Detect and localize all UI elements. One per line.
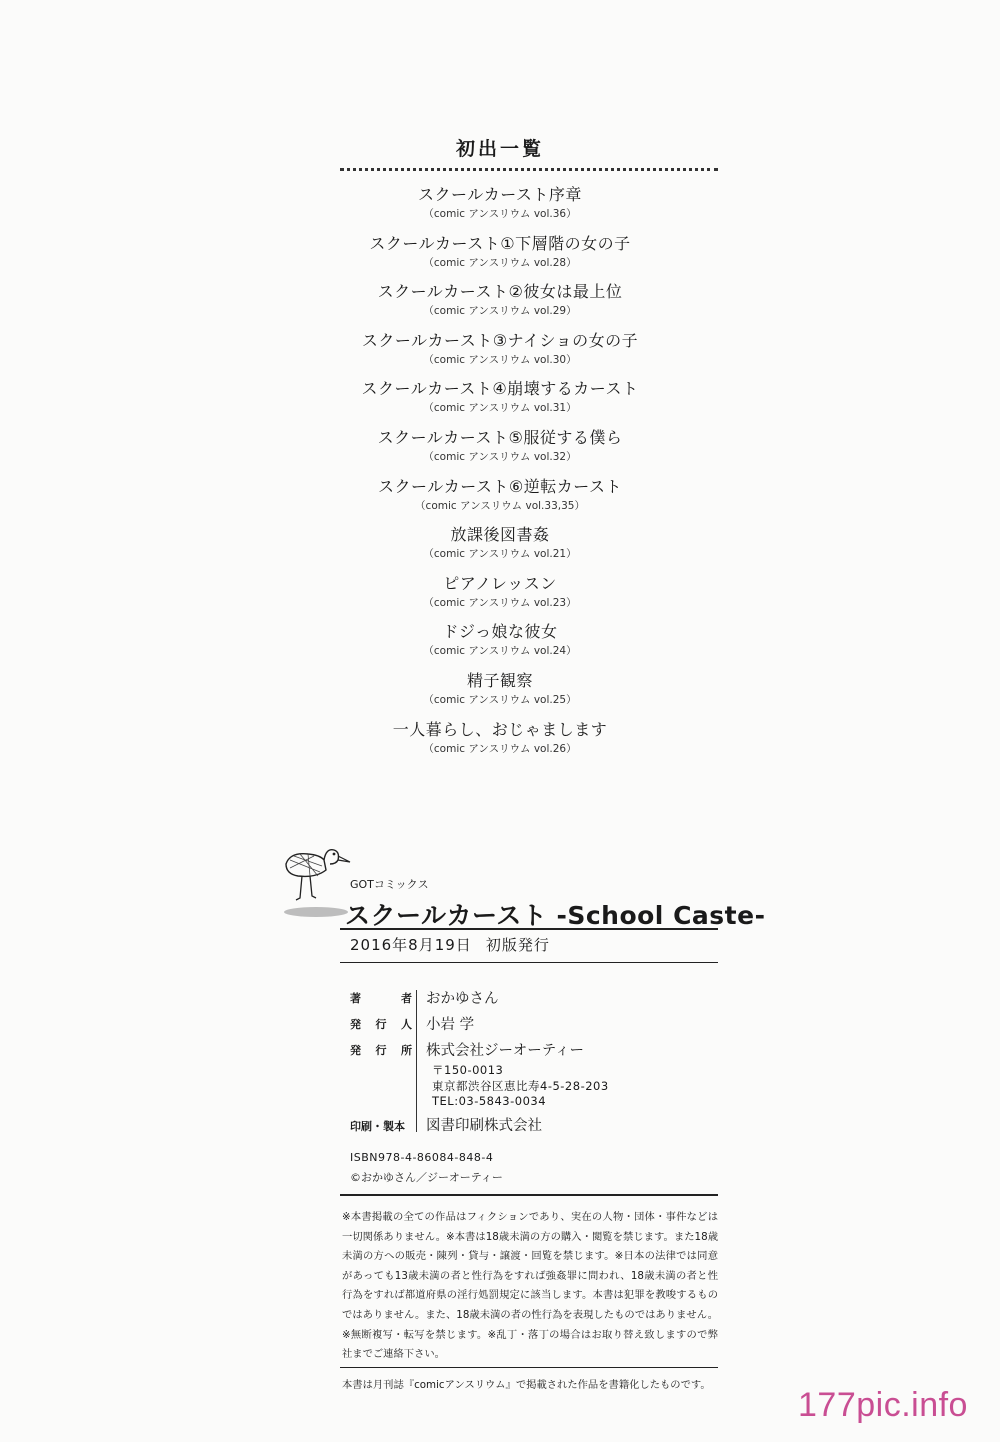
telephone: TEL:03-5843-0034 xyxy=(432,1094,547,1108)
legal-notice: ※本書掲載の全ての作品はフィクションであり、実在の人物・団体・事件などは一切関係ありません。※本書は18歳未満の方の購入・閲覧を禁じます。また18歳未満の方への販売・陳列・貸与・譲渡・回覧を禁じます。※日本の法律では同意があっても13歳未満の者と性行為をすれば強姦罪に問われ、18歳未満の者と性行為をすれば都道府県の淫行処罰規定に該当します。本書は犯罪を教唆するものではありません。また、18歳未満の者の性行為を表現したものではありません。※無断複写・転写を禁じます。※乱丁・落丁の場合はお取り替え致しますので弊社までご連絡下さい。 xyxy=(342,1211,718,1361)
address: 東京都渋谷区恵比寿4-5-28-203 xyxy=(432,1079,609,1093)
toc-item-source: （comic アンスリウム vol.33,35） xyxy=(415,499,585,512)
toc-title: 初出一覧 xyxy=(455,138,544,160)
publisher-label: 発 行 所 xyxy=(350,1044,412,1057)
printer-name: 図書印刷株式会社 xyxy=(426,1118,542,1134)
toc-item-source: （comic アンスリウム vol.26） xyxy=(423,742,577,755)
footnote-rule xyxy=(340,1367,718,1368)
publication-date: 2016年8月19日 xyxy=(350,936,472,954)
isbn: ISBN978-4-86084-848-4 xyxy=(350,1151,494,1164)
toc-item xyxy=(0,281,1000,330)
notice-top-rule xyxy=(340,1194,718,1196)
publisher-person-label: 発 行 人 xyxy=(350,1018,412,1031)
toc-item xyxy=(0,621,1000,670)
publisher-person: 小岩 学 xyxy=(426,1017,475,1033)
toc-item-title: スクールカースト③ナイショの女の子 xyxy=(361,330,639,350)
toc-item-title: ドジっ娘な彼女 xyxy=(442,622,558,642)
toc-item xyxy=(0,719,1000,768)
toc-item-source: （comic アンスリウム vol.31） xyxy=(423,402,577,415)
toc-item xyxy=(0,330,1000,379)
toc-item-title: スクールカースト①下層階の女の子 xyxy=(369,233,631,253)
footnote: 本書は月刊誌『comicアンスリウム』で掲載された作品を書籍化したものです。 xyxy=(342,1379,711,1391)
toc-item-source: （comic アンスリウム vol.30） xyxy=(423,353,577,366)
watermark-link[interactable]: 177pic.info xyxy=(798,1386,968,1424)
toc-item xyxy=(0,233,1000,282)
toc-item-title: スクールカースト序章 xyxy=(418,185,582,204)
toc-item-title: 一人暮らし、おじゃまします xyxy=(392,719,608,739)
bird-logo-icon xyxy=(280,838,352,920)
toc-item xyxy=(0,573,1000,622)
toc-item xyxy=(0,184,1000,233)
edition: 初版発行 xyxy=(485,936,550,954)
toc-item-title: スクールカースト⑤服従する僕ら xyxy=(377,427,623,447)
toc-item-source: （comic アンスリウム vol.21） xyxy=(423,548,577,561)
toc-list xyxy=(0,184,1000,767)
copyright: ©おかゆさん／ジーオーティー xyxy=(350,1171,503,1184)
toc-item xyxy=(0,476,1000,525)
toc-item xyxy=(0,378,1000,427)
publisher-name: 株式会社ジーオーティー xyxy=(426,1043,585,1059)
toc-item-title: スクールカースト⑥逆転カースト xyxy=(378,476,622,496)
printer-label: 印刷・製本 xyxy=(350,1120,405,1133)
date-rule xyxy=(340,962,718,963)
toc-dotted-rule xyxy=(340,168,718,171)
toc-item-title: スクールカースト②彼女は最上位 xyxy=(377,282,623,302)
postal-code: 〒150-0013 xyxy=(432,1063,504,1077)
toc-item-source: （comic アンスリウム vol.24） xyxy=(423,645,577,658)
toc-item xyxy=(0,524,1000,573)
toc-item xyxy=(0,670,1000,719)
toc-item-title: 精子観察 xyxy=(466,670,533,690)
info-divider xyxy=(416,990,417,1132)
toc-item-source: （comic アンスリウム vol.23） xyxy=(423,596,577,609)
author-name: おかゆさん xyxy=(426,991,499,1007)
toc-item-title: 放課後図書姦 xyxy=(450,525,550,545)
toc-item xyxy=(0,427,1000,476)
toc-item-source: （comic アンスリウム vol.28） xyxy=(423,256,577,269)
title-rule xyxy=(340,928,718,930)
toc-item-title: ピアノレッスン xyxy=(443,573,557,593)
author-label: 著 者 xyxy=(350,992,412,1005)
toc-item-source: （comic アンスリウム vol.32） xyxy=(423,450,577,463)
toc-item-source: （comic アンスリウム vol.25） xyxy=(423,693,577,706)
toc-item-title: スクールカースト④崩壊するカースト xyxy=(361,379,639,399)
toc-item-source: （comic アンスリウム vol.36） xyxy=(423,208,577,220)
publication-date-line xyxy=(350,934,550,955)
series-label: GOTコミックス xyxy=(350,878,429,891)
toc-item-source: （comic アンスリウム vol.29） xyxy=(423,305,577,318)
book-title: スクールカースト -School Caste- xyxy=(345,901,766,930)
